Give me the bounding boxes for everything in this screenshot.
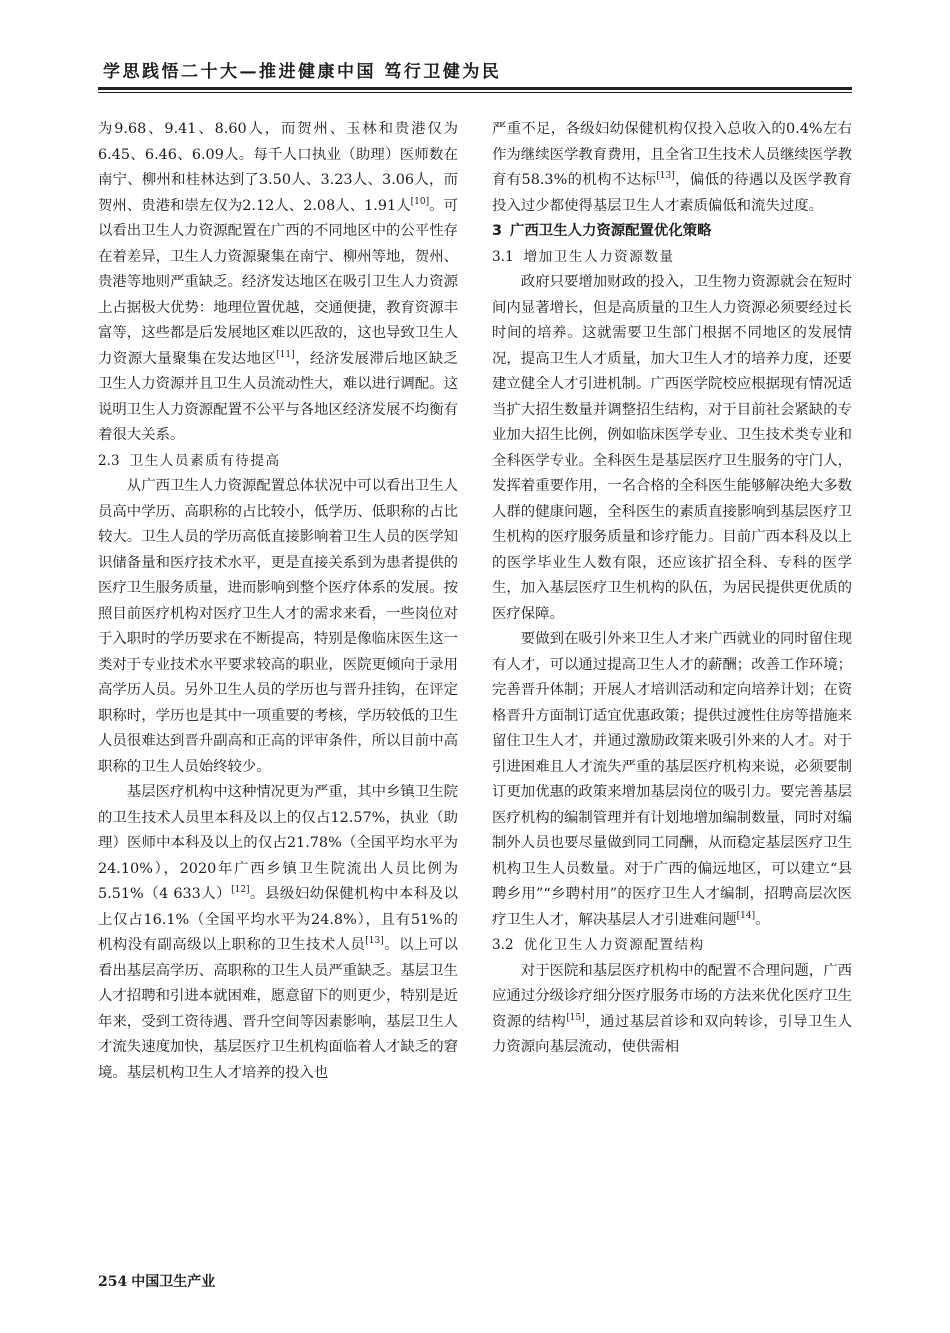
paragraph: 严重不足，各级妇幼保健机构仅投入总收入的0.4%左右作为继续医学教育费用，且全省卫生技术人员继续医学教育有58.3%的机构不达标[13]，偏低的待遇以及医学教育投入过少都使得基层卫生人才素质偏低和流失过度。 [492,121,852,214]
section-heading-3-1: 3.1 增加卫生人力资源数量 [492,248,675,265]
header-rule-thin [98,92,852,93]
paragraph: 从广西卫生人力资源配置总体状况中可以看出卫生人员高中学历、高职称的占比较小，低学历、低职称的占比较大。卫生人员的学历高低直接影响着卫生人员的医学知识储备量和医疗技术水平，更是直接关系到为患者提供的医疗卫生服务质量，进而影响到整个医疗体系的发展。按照目前医疗机构对医疗卫生人才的需求来看，一些岗位对于入职时的学历要求在不断提高，特别是像临床医生这一类对于专业技术水平要求较高的职业，医院更倾向于录用高学历人员。另外卫生人员的学历也与晋升挂钩，在评定职称时，学历也是其中一项重要的考核，学历较低的卫生人员很难达到晋升副高和正高的评审条件，所以目前中高职称的卫生人员始终较少。 [98,478,458,775]
journal-name: 中国卫生产业 [131,1274,216,1290]
page-number: 254 [98,1274,128,1290]
section-heading-3-2: 3.2 优化卫生人力资源配置结构 [492,937,705,953]
paragraph: 政府只要增加财政的投入，卫生物力资源就会在短时间内显著增长，但是高质量的卫生人力资源必须要经过长时间的培养。这就需要卫生部门根据不同地区的发展情况，提高卫生人才质量，加大卫生人才的培养力度，还要建立健全人才引进机制。广西医学院校应根据现有情况适当扩大招生数量并调整招生结构，对于目前社会紧缺的专业加大招生比例，例如临床医学专业、卫生技术类专业和全科医学专业。全科医生是基层医疗卫生服务的守门人，发挥着重要作用，一名合格的全科医生能够解决绝大多数人群的健康问题，全科医生的素质直接影响到基层医疗卫生机构的医疗服务质量和诊疗能力。目前广西本科及以上的医学毕业生人数有限，还应该扩招全科、专科的医学生，加入基层医疗卫生机构的队伍，为居民提供更优质的医疗保障。 [492,274,852,622]
paragraph: 要做到在吸引外来卫生人才来广西就业的同时留住现有人才，可以通过提高卫生人才的薪酬；改善工作环境；完善晋升体制；开展人才培训活动和定向培养计划；在资格晋升方面制订适宜优惠政策；提供过渡性住房等措施来留住卫生人才，并通过激励政策来吸引外来的人才。对于引进困难且人才流失严重的基层医疗机构来说，必须要制订更加优惠的政策来增加基层岗位的吸引力。要完善基层医疗机构的编制管理并有计划地增加编制数量，同时对编制外人员也要尽量做到同工同酬，从而稳定基层医疗卫生机构卫生人员数量。对于广西的偏远地区，可以建立“县聘乡用”“乡聘村用”的医疗卫生人才编制，招聘高层次医疗卫生人才，解决基层人才引进难问题[14]。 [492,631,852,928]
citation[interactable]: [14] [736,910,756,921]
header-rule [98,87,852,90]
page-footer [98,1271,215,1291]
running-header: 学思践悟二十大—推进健康中国 笃行卫健为民 [103,62,502,82]
left-column [98,117,458,1086]
right-column [492,117,852,1061]
paragraph: 对于医院和基层医疗机构中的配置不合理问题，广西应通过分级诊疗细分医疗服务市场的方法来优化医疗卫生资源的结构[15]，通过基层首诊和双向转诊，引导卫生人力资源向基层流动，使供需相 [492,962,852,1055]
paragraph: 为9.68、9.41、8.60人，而贺州、玉林和贵港仅为6.45、6.46、6.09人。每千人口执业（助理）医师数在南宁、柳州和桂林达到了3.50人、3.23人、3.06人，而贺州、贵港和崇左仅为2.12人、2.08人、1.91人[10]。可以看出卫生人力资源配置在广西的不同地区中的公平性存在着差异，卫生人力资源聚集在南宁、柳州等地，贺州、贵港等地则严重缺乏。经济发达地区在吸引卫生人力资源上占据极大优势：地理位置优越，交通便捷，教育资源丰富等，这些都是后发展地区难以匹敌的，这也导致卫生人力资源大量聚集在发达地区[11]，经济发展滞后地区缺乏卫生人力资源并且卫生人员流动性大，难以进行调配。这说明卫生人力资源配置不公平与各地区经济发展不均衡有着很大关系。 [98,121,458,443]
citation[interactable]: [12] [231,885,250,896]
citation[interactable]: [13] [656,171,675,182]
citation[interactable]: [11] [276,349,295,360]
section-heading-3: 3 广西卫生人力资源配置优化策略 [492,223,712,239]
section-heading-2-3: 2.3 卫生人员素质有待提高 [98,452,281,469]
paragraph: 基层医疗机构中这种情况更为严重，其中乡镇卫生院的卫生技术人员里本科及以上的仅占12.57%，执业（助理）医师中本科及以上的仅占21.78%（全国平均水平为24.10%），2020年广西乡镇卫生院流出人员比例为5.51%（4 633人）[12]。县级妇幼保健机构中本科及以上仅占16.1%（全国平均水平为24.8%），且有51%的机构没有副高级以上职称的卫生技术人员[13]。以上可以看出基层高学历、高职称的卫生人员严重缺乏。基层卫生人才招聘和引进本就困难，愿意留下的则更少，特别是近年来，受到工资待遇、晋升空间等因素影响，基层卫生人才流失速度加快，基层医疗卫生机构面临着人才缺乏的窘境。基层机构卫生人才培养的投入也 [98,784,458,1081]
citation[interactable]: [15] [566,1012,585,1023]
citation[interactable]: [10] [410,196,430,207]
citation[interactable]: [13] [365,936,384,947]
